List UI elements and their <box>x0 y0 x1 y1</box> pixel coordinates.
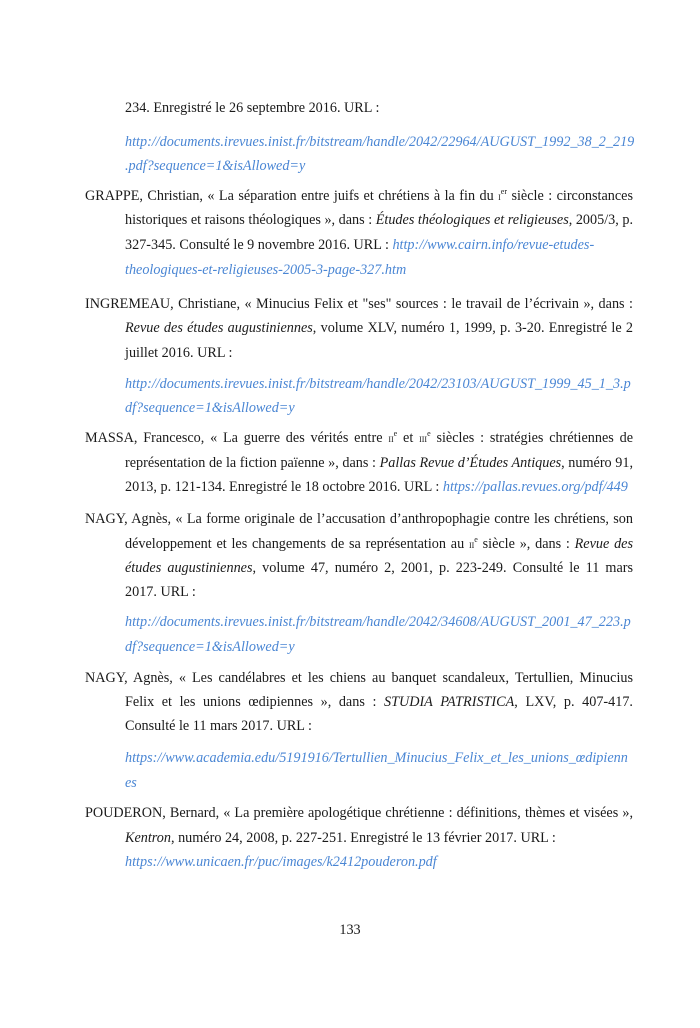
bib-entry-nagy-candelabres: NAGY, Agnès, « Les candélabres et les chiens au banquet scandaleux, Tertullien, Minucius <box>85 670 633 686</box>
url-link-continued[interactable]: df?sequence=1&isAllowed=y <box>125 400 295 416</box>
url-link[interactable]: https://www.academia.edu/5191916/Tertullien_Minucius_Felix_et_les_unions_œdipienn <box>125 750 628 766</box>
bib-entry-line: 2013, p. 121-134. Enregistré le 18 octobre 2016. URL : https://pallas.revues.org/pdf/449 <box>125 479 628 495</box>
url-link[interactable]: http://documents.irevues.inist.fr/bitstream/handle/2042/23103/AUGUST_1999_45_1_3.p <box>125 376 631 392</box>
page-number: 133 <box>339 922 361 938</box>
bib-entry-line: études augustiniennes, volume 47, numéro 2, 2001, p. 223-249. Consulté le 11 mars <box>125 560 633 576</box>
bib-entry-grappe: GRAPPE, Christian, « La séparation entre juifs et chrétiens à la fin du $i^{er}$ siècle : circonstances <box>85 187 633 204</box>
url-link-continued[interactable]: theologiques-et-religieuses-2005-3-page-327.htm <box>125 262 407 278</box>
bib-entry-ingremeau: INGREMEAU, Christiane, « Minucius Felix et "ses" sources : le travail de l’écrivain », dans : <box>85 296 633 312</box>
url-link-continued[interactable]: df?sequence=1&isAllowed=y <box>125 639 295 655</box>
entry-continuation-line: 234. Enregistré le 26 septembre 2016. URL : <box>125 100 380 116</box>
url-link[interactable]: https://www.unicaen.fr/puc/images/k2412pouderon.pdf <box>125 854 437 870</box>
bib-entry-line: Kentron, numéro 24, 2008, p. 227-251. Enregistré le 13 février 2017. URL : <box>125 830 556 846</box>
url-link[interactable]: https://pallas.revues.org/pdf/449 <box>442 479 628 495</box>
url-link[interactable]: http://documents.irevues.inist.fr/bitstream/handle/2042/22964/AUGUST_1992_38_2_219 <box>125 134 635 150</box>
bib-entry-line: Felix et les unions œdipiennes », dans : STUDIA PATRISTICA, LXV, p. 407-417. <box>125 694 633 710</box>
url-link-continued[interactable]: es <box>125 775 137 791</box>
bib-entry-line: historiques et raisons théologiques », dans : Études théologiques et religieuses, 2005/3, p. <box>125 212 633 228</box>
bib-entry-line: 327-345. Consulté le 9 novembre 2016. URL : http://www.cairn.info/revue-etudes- <box>125 237 595 253</box>
bib-entry-nagy-anthropophagie: NAGY, Agnès, « La forme originale de l’accusation d’anthropophagie contre les chrétiens, son <box>85 511 633 527</box>
bib-entry-line: développement et les changements de sa représentation au $ii^e$ siècle », dans : Revue des <box>125 535 633 552</box>
url-link-continued[interactable]: .pdf?sequence=1&isAllowed=y <box>125 158 306 174</box>
url-link[interactable]: http://www.cairn.info/revue-etudes- <box>392 237 595 253</box>
bib-entry-line: Revue des études augustiniennes, volume XLV, numéro 1, 1999, p. 3-20. Enregistré le 2 <box>125 320 633 336</box>
bib-entry-pouderon: POUDERON, Bernard, « La première apologétique chrétienne : définitions, thèmes et visées », <box>85 805 633 821</box>
bib-entry-massa: MASSA, Francesco, « La guerre des vérités entre $ii^e$ et iii$^e$ siècles : stratégies chrétiennes de <box>85 429 633 446</box>
bib-entry-line: représentation de la fiction païenne », dans : Pallas Revue d’Études Antiques, numéro 91, <box>125 455 633 471</box>
url-link[interactable]: http://documents.irevues.inist.fr/bitstream/handle/2042/34608/AUGUST_2001_47_223.p <box>125 614 631 630</box>
bib-entry-line: juillet 2016. URL : <box>125 345 233 361</box>
bib-entry-line: 2017. URL : <box>125 584 196 600</box>
bib-entry-line: Consulté le 11 mars 2017. URL : <box>125 718 312 734</box>
